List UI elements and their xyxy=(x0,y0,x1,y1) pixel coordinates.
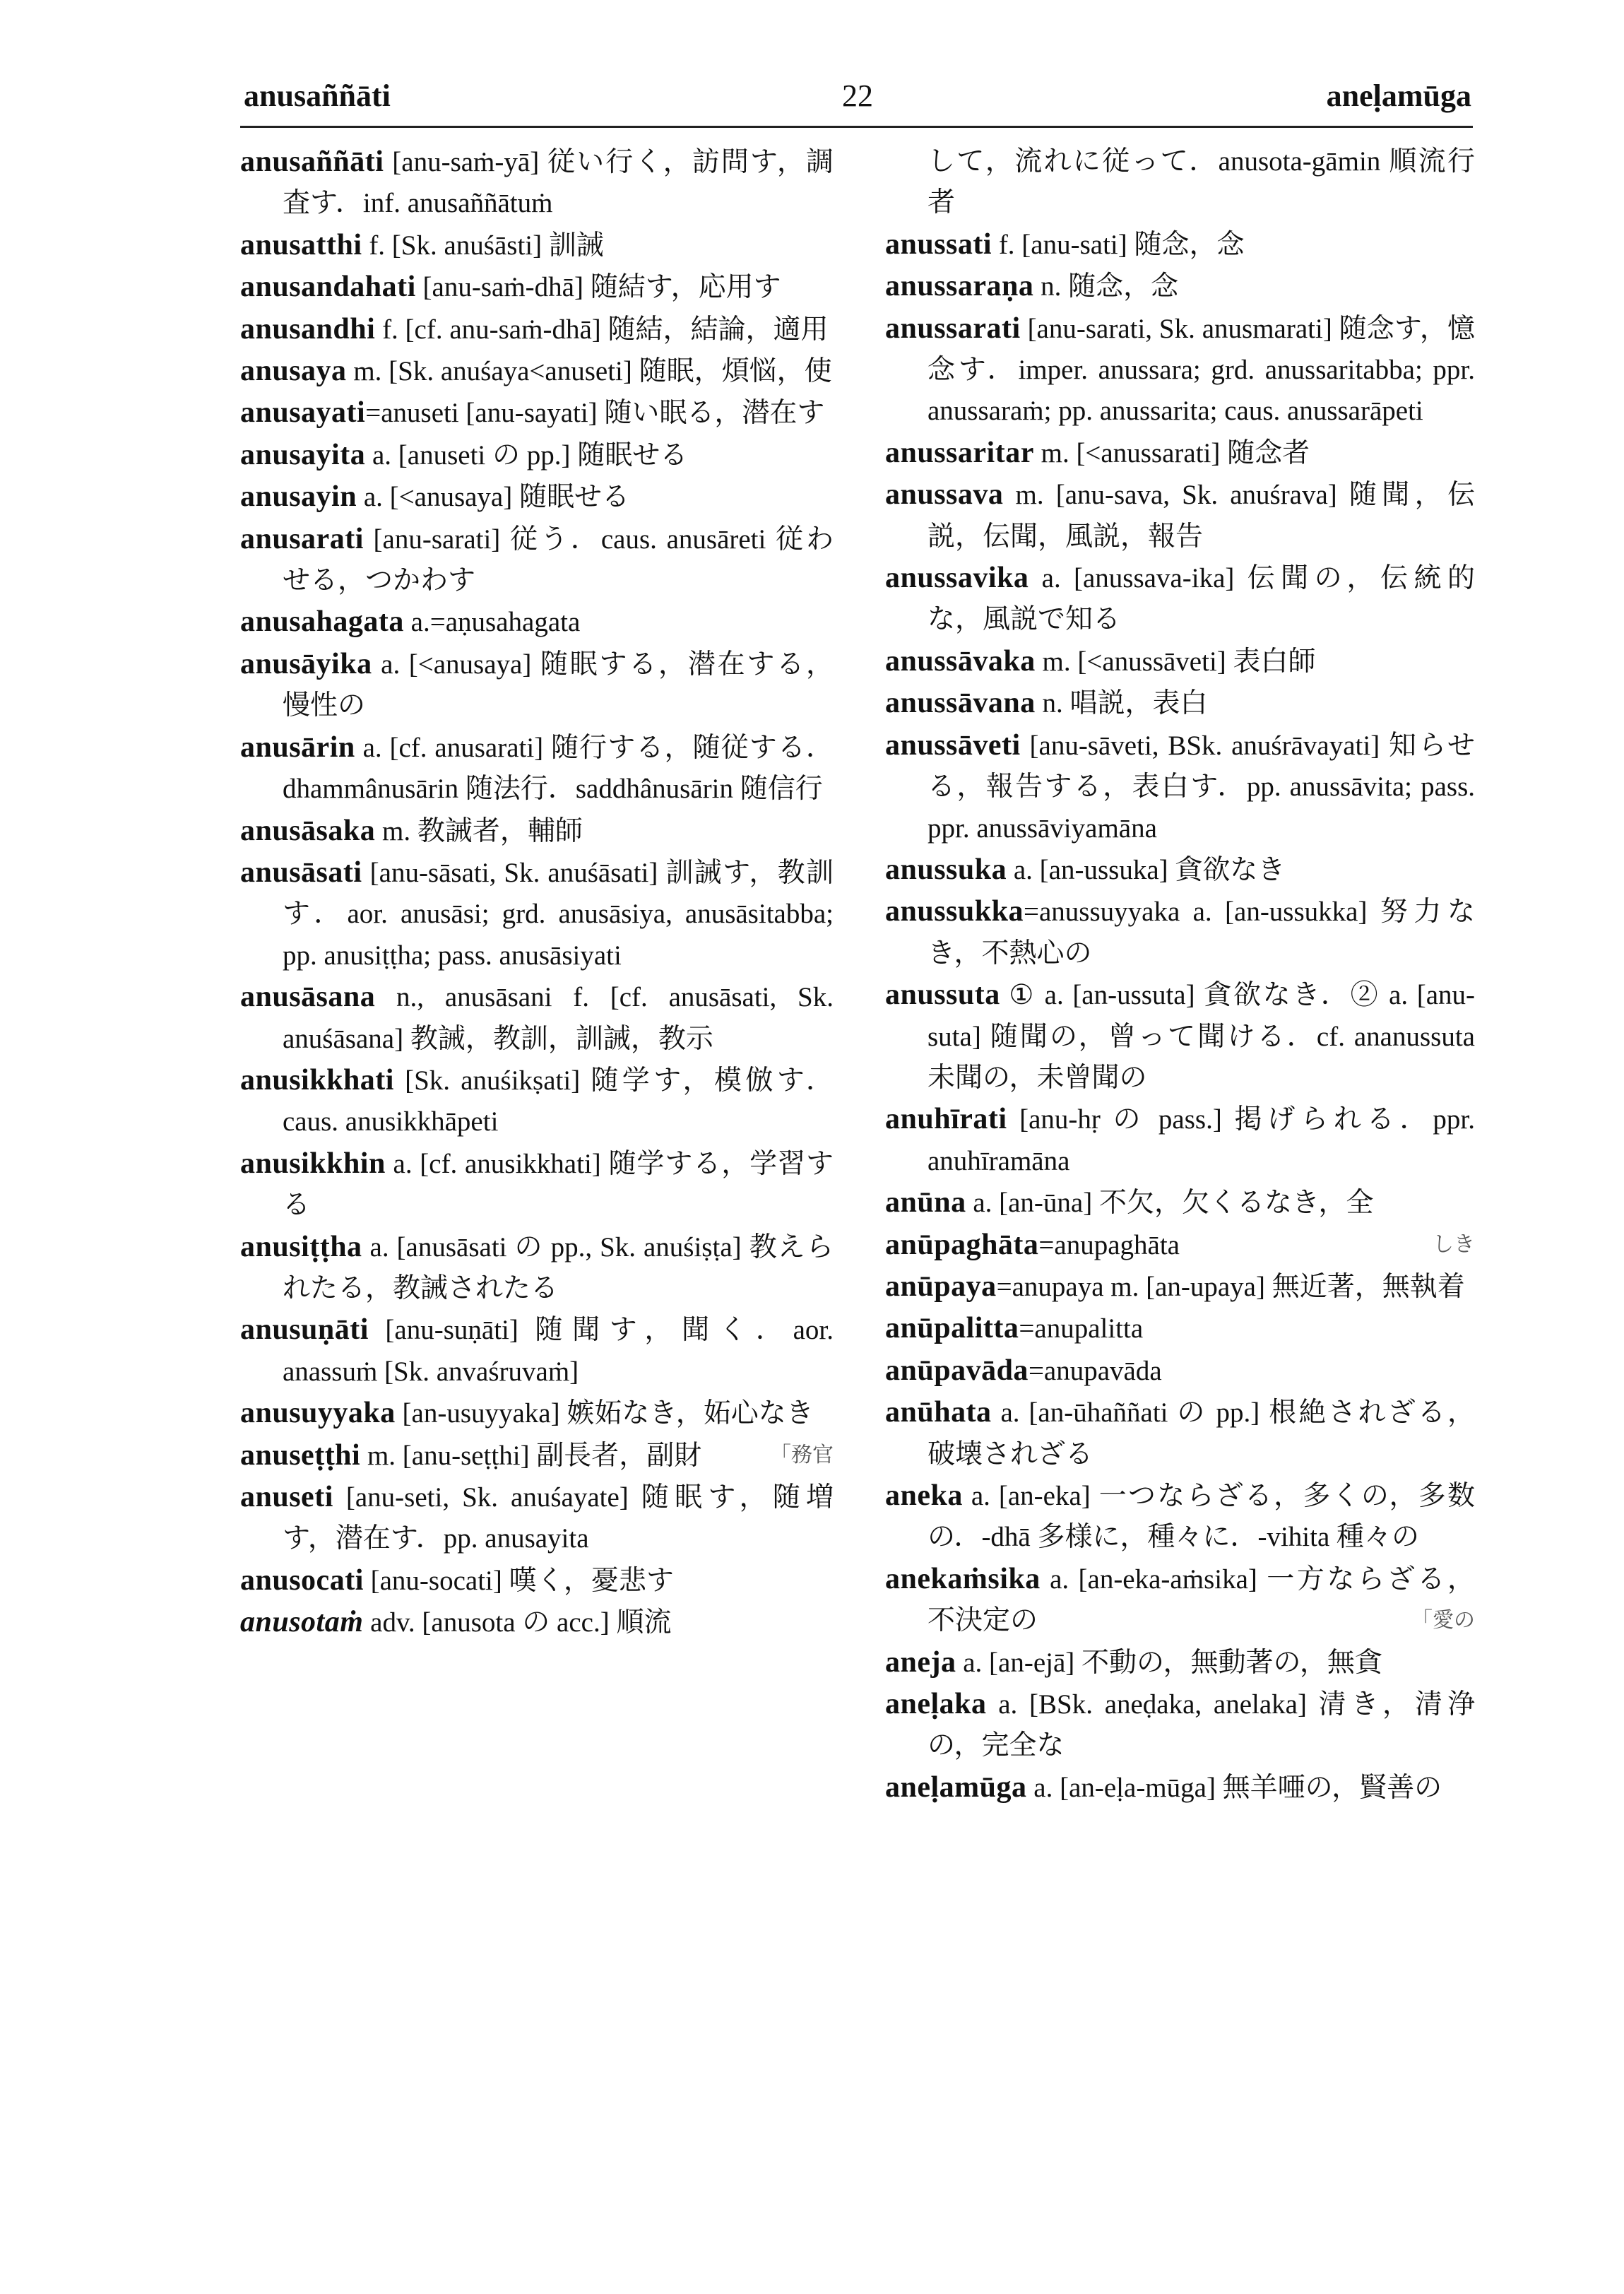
dictionary-entry xyxy=(240,392,834,434)
entry-headword: aneḷamūga xyxy=(885,1770,1027,1804)
entry-headword: anusāsana xyxy=(240,981,376,1014)
running-head-left: anusaññāti xyxy=(244,78,391,113)
entry-definition: a. [an-eka] 一つならざる，多くの，多数の．-dhā 多様に，種々に．-vihita 種々の xyxy=(927,1481,1475,1553)
entry-headword: anuseṭṭhi xyxy=(240,1438,361,1472)
entry-definition: m. 教誡者，輔師 xyxy=(375,815,583,846)
entry-definition: f. [Sk. anuśāsti] 訓誡 xyxy=(362,230,604,261)
entry-headword: anusāsaka xyxy=(240,814,376,847)
entry-headword: aneḷaka xyxy=(885,1688,987,1721)
entry-continuation-note: 「務官 xyxy=(770,1443,834,1467)
dictionary-entry xyxy=(885,891,1475,974)
entry-definition: [anu-seti, Sk. anuśayate] 随眠す，随増す，潜在す．pp. anusayita xyxy=(283,1482,834,1554)
entry-definition: a. [anuseti の pp.] 随眠せる xyxy=(365,439,688,471)
entry-definition: =anupavāda xyxy=(1028,1355,1162,1386)
entry-headword: anusaya xyxy=(240,355,347,388)
dictionary-entry xyxy=(240,350,834,392)
entry-definition: a. [an-eka-aṁsika] 一方ならざる，不決定の xyxy=(927,1563,1475,1636)
entry-definition: n. 随念，念 xyxy=(1033,271,1179,302)
header-rule xyxy=(240,126,1473,128)
dictionary-entry xyxy=(885,1308,1475,1349)
dictionary-entry xyxy=(240,1602,834,1643)
entry-definition: m. [anu-seṭṭhi] 副長者，副財 xyxy=(360,1440,702,1471)
dictionary-entry xyxy=(240,309,834,350)
entry-headword: anussāvana xyxy=(885,687,1036,720)
entry-headword: anusatthi xyxy=(240,228,362,261)
entry-headword: anussāveti xyxy=(885,728,1021,762)
dictionary-entry xyxy=(240,852,834,976)
entry-definition: [anu-suṇāti] 随聞す，聞く．aor. anassuṁ [Sk. anvaśruvaṁ] xyxy=(283,1315,834,1387)
entry-headword: anusotaṁ xyxy=(240,1606,364,1639)
dictionary-entry xyxy=(240,644,834,727)
entry-headword: anūpaghāta xyxy=(885,1228,1039,1261)
entry-definition: a. [an-ūna] 不欠，欠くるなき，全 xyxy=(966,1188,1374,1219)
entry-definition: m. [<anussāveti] 表白師 xyxy=(1035,646,1316,677)
entry-headword: anusayati xyxy=(240,396,366,430)
entry-definition: n. 唱説，表白 xyxy=(1035,688,1208,719)
dictionary-entry xyxy=(885,682,1475,724)
dictionary-entry xyxy=(885,1475,1475,1559)
entry-definition: [anu-socati] 嘆く，憂悲す xyxy=(363,1565,674,1596)
dictionary-entry xyxy=(240,1309,834,1393)
entry-headword: anusandhi xyxy=(240,312,376,345)
entry-definition: [anu-sāveti, BSk. anuśrāvayati] 知らせる，報告する，表白す．pp. anussāvita; pass. ppr. anussāviyamāna xyxy=(927,730,1475,844)
dictionary-entry xyxy=(240,225,834,266)
dictionary-entry xyxy=(240,434,834,476)
entry-headword: anusiṭṭha xyxy=(240,1230,362,1263)
entry-definition: [an-usuyyaka] 嫉妬なき，妬心なき xyxy=(395,1398,814,1429)
dictionary-entry xyxy=(885,224,1475,266)
entry-definition: a. [<anusaya] 随眠する，潜在する，慢性の xyxy=(283,649,834,721)
dictionary-entry xyxy=(240,1226,834,1310)
entry-headword: anusāyika xyxy=(240,647,372,680)
entry-headword: anekaṁsika xyxy=(885,1562,1041,1595)
entry-headword: anussaraṇa xyxy=(885,270,1034,303)
dictionary-entry: anūpaghāta=anupaghāta しき xyxy=(885,1228,1475,1261)
entry-definition: [anu-sarati] 従う．caus. anusāreti 従わせる，つかわす xyxy=(283,524,834,596)
entry-definition: して，流れに従って．anusota-gāmin 順流行者 xyxy=(927,146,1475,218)
entry-definition: [anu-sarati, Sk. anusmarati] 随念す，憶念す．imper. anussara; grd. anussaritabba; ppr. anussaraṁ; pp. anussarita; caus. anussarāpeti xyxy=(927,313,1475,427)
dictionary-entry xyxy=(240,1560,834,1602)
entry-definition: m. [<anussarati] 随念者 xyxy=(1033,437,1310,468)
entry-headword: anūhata xyxy=(885,1396,992,1429)
entry-definition: =anupaghāta xyxy=(1038,1229,1180,1260)
dictionary-entry xyxy=(885,1099,1475,1182)
entry-headword: anusaññāti xyxy=(240,146,384,178)
entry-headword: anusayin xyxy=(240,480,357,514)
dictionary-entry xyxy=(885,641,1475,682)
entry-definition: =anupalitta xyxy=(1019,1313,1144,1344)
entry-headword: aneja xyxy=(885,1645,956,1679)
entry-headword: anussava xyxy=(885,478,1004,512)
entry-headword: anuseti xyxy=(240,1481,333,1513)
entry-definition: a. [cf. anusarati] 随行する，随従する．dhammânusārin 随法行．saddhânusārin 随信行 xyxy=(283,732,834,805)
entry-definition: a. [an-eḷa-mūga] 無羊唖の，賢善の xyxy=(1026,1772,1442,1803)
entry-definition: a. [anusāsati の pp., Sk. anuśiṣṭa] 教えられたる，教誡されたる xyxy=(283,1231,834,1303)
entry-headword: anusikkhati xyxy=(240,1063,394,1096)
dictionary-entry xyxy=(885,974,1475,1099)
entry-headword: anusāsati xyxy=(240,856,362,889)
entry-headword: anusayita xyxy=(240,438,366,471)
entry-definition: a. [<anusaya] 随眠せる xyxy=(357,482,629,513)
entry-definition: =anupaya m. [an-upaya] 無近著，無執着 xyxy=(996,1271,1465,1302)
entry-headword: anussāvaka xyxy=(885,644,1036,678)
entry-headword: anūpavāda xyxy=(885,1354,1029,1387)
dictionary-entry xyxy=(240,519,834,602)
entry-definition: [anu-sāsati, Sk. anuśāsati] 訓誡す，教訓す．aor. anusāsi; grd. anusāsiya, anusāsitabba; pp. anusiṭṭha; pass. anusāsiyati xyxy=(283,857,834,971)
dictionary-entry xyxy=(240,1477,834,1560)
entry-headword: anussuka xyxy=(885,853,1007,886)
dictionary-entry xyxy=(885,141,1475,224)
dictionary-entry xyxy=(885,308,1475,432)
entry-headword: anusuṇāti xyxy=(240,1313,369,1347)
page-number: 22 xyxy=(842,78,873,113)
entry-headword: aneka xyxy=(885,1479,963,1512)
dictionary-entry xyxy=(885,1559,1475,1642)
dictionary-entry xyxy=(240,141,834,225)
entry-headword: anussuta xyxy=(885,979,1000,1012)
entry-definition: a. [an-ūhaññati の pp.] 根絶されざる，破壊されざる xyxy=(927,1397,1475,1470)
entry-definition: f. [cf. anu-saṁ-dhā] 随結，結論，適用 xyxy=(375,314,829,345)
dictionary-entry xyxy=(240,1143,834,1226)
dictionary-entry xyxy=(240,601,834,643)
entry-definition: [anu-saṁ-yā] 従い行く，訪問す，調査す．inf. anusaññātuṁ xyxy=(283,147,834,219)
entry-continuation-note: 「愛の xyxy=(1411,1609,1475,1633)
entry-headword: anussukka xyxy=(885,895,1024,928)
dictionary-entry xyxy=(885,1350,1475,1392)
dictionary-entry xyxy=(885,432,1475,474)
entry-headword: anusocati xyxy=(240,1563,364,1597)
left-column xyxy=(240,141,834,1644)
entry-definition: n., anusāsani f. [cf. anusāsati, Sk. anuśāsana] 教誡，教訓，訓誡，教示 xyxy=(283,982,834,1054)
entry-definition: adv. [anusota の acc.] 順流 xyxy=(363,1607,672,1638)
dictionary-entry xyxy=(885,1642,1475,1684)
entry-definition: f. [anu-sati] 随念，念 xyxy=(992,229,1245,260)
entry-headword: anūpalitta xyxy=(885,1312,1019,1345)
dictionary-entry xyxy=(240,476,834,518)
entry-headword: anusandahati xyxy=(240,271,416,304)
dictionary-entry xyxy=(885,725,1475,849)
entry-definition: =anuseti [anu-sayati] 随い眠る，潜在す xyxy=(365,398,825,429)
entry-headword: anusarati xyxy=(240,522,364,555)
dictionary-entry xyxy=(885,1266,1475,1308)
running-head-right: aneḷamūga xyxy=(1326,78,1471,113)
entry-definition: m. [anu-sava, Sk. anuśrava] 随聞，伝説，伝聞，風説，報告 xyxy=(927,480,1475,552)
entry-headword: anuhīrati xyxy=(885,1103,1007,1136)
entry-headword: anussavika xyxy=(885,562,1029,595)
dictionary-entry xyxy=(240,810,834,852)
dictionary-entry xyxy=(240,1435,834,1477)
entry-definition: [Sk. anuśikṣati] 随学す，模倣す．caus. anusikkhāpeti xyxy=(283,1065,834,1137)
dictionary-entry xyxy=(885,474,1475,557)
entry-definition: =anussuyyaka a. [an-ussukka] 努力なき，不熱心の xyxy=(927,897,1475,969)
dictionary-entry xyxy=(885,1767,1475,1809)
entry-headword: anūpaya xyxy=(885,1270,997,1303)
entry-definition: a. [anussava-ika] 伝聞の，伝統的な，風説で知る xyxy=(927,563,1475,635)
entry-headword: anussaritar xyxy=(885,436,1034,469)
dictionary-entry xyxy=(885,1182,1475,1224)
entry-headword: anussarati xyxy=(885,312,1021,345)
entry-headword: anūna xyxy=(885,1186,966,1219)
entry-definition: [anu-saṁ-dhā] 随結す，応用す xyxy=(415,272,781,303)
entry-headword: anusahagata xyxy=(240,605,404,639)
entry-definition: m. [Sk. anuśaya<anuseti] 随眠，煩悩，使 xyxy=(346,356,832,387)
dictionary-entry xyxy=(885,849,1475,891)
dictionary-entry xyxy=(240,266,834,308)
dictionary-entry xyxy=(885,1392,1475,1475)
entry-headword: anusuyyaka xyxy=(240,1397,396,1430)
entry-definition: a. [BSk. aneḍaka, anelaka] 清き，清浄の，完全な xyxy=(927,1689,1475,1761)
entry-definition: a.=aṇusahagata xyxy=(403,607,581,638)
entry-definition: ① a. [an-ussuta] 貪欲なき．② a. [anu-suta] 随聞の，曾って聞ける．cf. ananussuta 未聞の，未曾聞の xyxy=(927,980,1475,1093)
dictionary-entry xyxy=(885,1684,1475,1767)
entry-definition: a. [an-ussuka] 貪欲なき xyxy=(1007,854,1286,885)
dictionary-entry xyxy=(240,1060,834,1143)
entry-definition: a. [cf. anusikkhati] 随学する，学習する xyxy=(283,1148,834,1221)
dictionary-entry xyxy=(885,266,1475,307)
dictionary-entry xyxy=(240,976,834,1060)
entry-headword: anusikkhin xyxy=(240,1147,386,1180)
entry-headword: anusārin xyxy=(240,731,355,764)
right-column xyxy=(885,141,1475,1809)
dictionary-entry xyxy=(240,727,834,810)
entry-definition: [anu-hṛ の pass.] 掲げられる．ppr. anuhīramāna xyxy=(927,1104,1475,1176)
entry-definition: a. [an-ejā] 不動の，無動著の，無貪 xyxy=(956,1647,1382,1678)
entry-headword: anussati xyxy=(885,227,992,261)
dictionary-entry xyxy=(885,557,1475,641)
